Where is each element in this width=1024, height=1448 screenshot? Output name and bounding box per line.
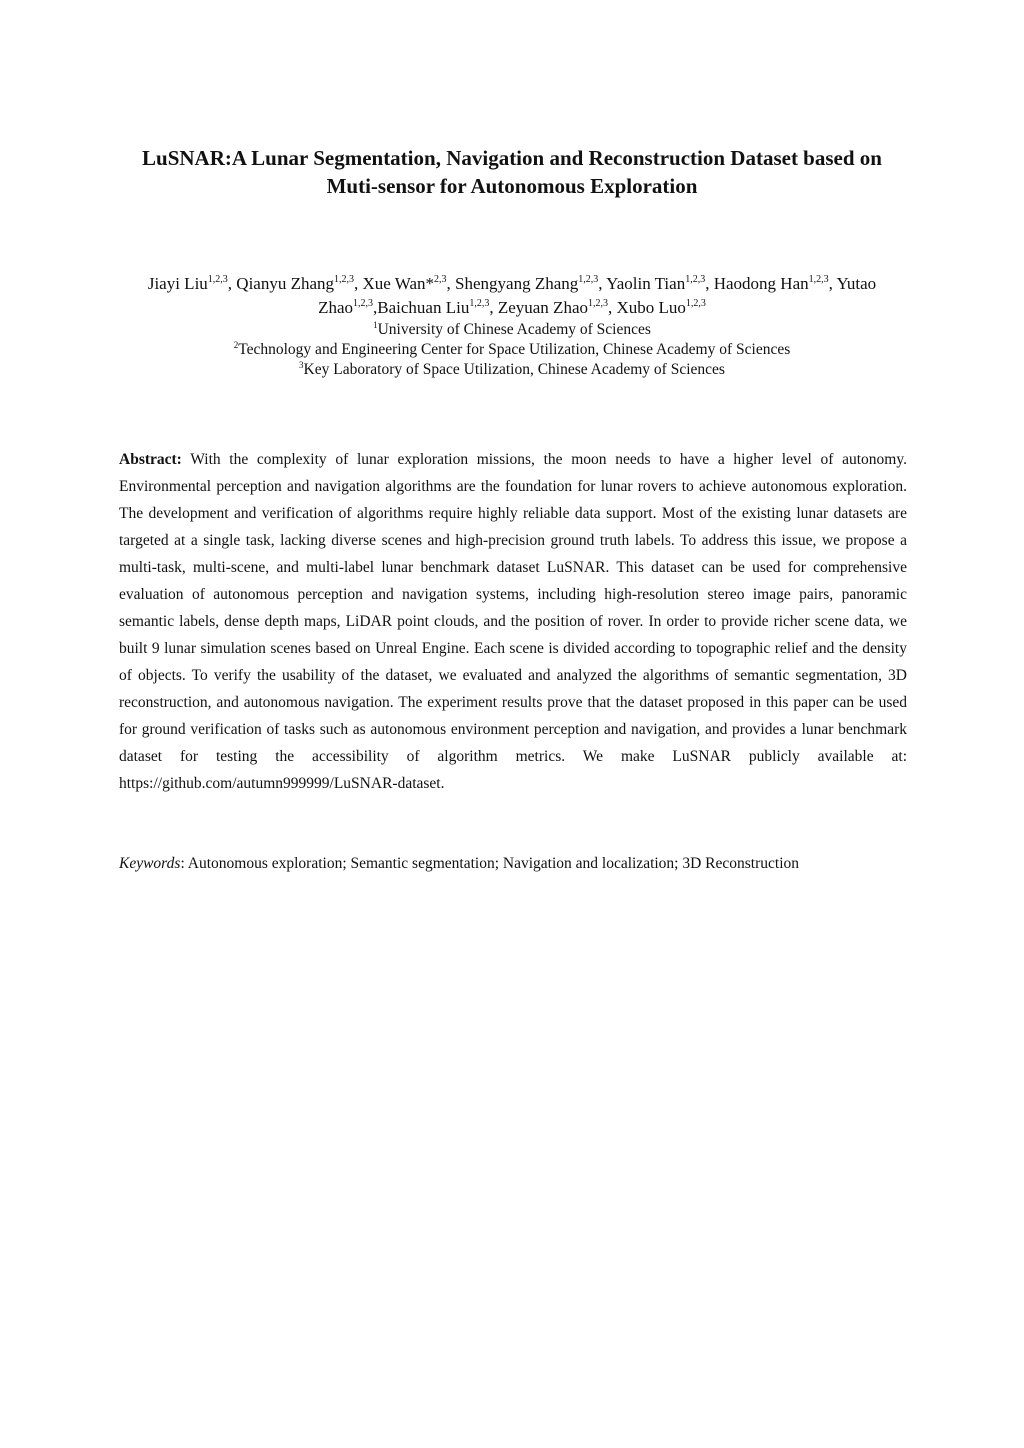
abstract-label: Abstract: [119,451,182,468]
affiliation-list [60,320,964,380]
author: Haodong Han$^{1,2,3}$, Yutao [713,274,877,293]
author: Xue Wan*$^{2,3}$, [362,274,456,293]
affiliation: $^2$Technology and Engineering Center for Space Utilization, Chinese Academy of Sciences [233,340,791,358]
paper-title [60,144,964,200]
title-line-2: Muti-sensor for Autonomous Exploration [326,174,698,198]
affiliation: $^3$Key Laboratory of Space Utilization, Chinese Academy of Sciences [299,360,725,378]
abstract-text: With the complexity of lunar exploration missions, the moon needs to have a higher level of autonomy. Environmental perception and navigation algorithms are the foundation for lunar rovers to achieve autonomous exploration. The development and verification of algorithms require highly reliable data support. Most of the existing lunar datasets are targeted at a single task, lacking diverse scenes and high-precision ground truth labels. To address this issue, we propose a multi-task, multi-scene, and multi-label lunar benchmark dataset LuSNAR. This dataset can be used for comprehensive evaluation of autonomous perception and navigation systems, including high-resolution stereo image pairs, panoramic semantic labels, dense depth maps, LiDAR point clouds, and the position of rover. In order to provide richer scene data, we built 9 lunar simulation scenes based on Unreal Engine. Each scene is divided according to topographic relief and the density of objects. To verify the usability of the dataset, we evaluated and analyzed the algorithms of semantic segmentation, 3D reconstruction, and autonomous navigation. The experiment results prove that the dataset proposed in this paper can be used for ground verification of tasks such as autonomous environment perception and navigation, and provides a lunar benchmark dataset for testing the accessibility of algorithm metrics. We make LuSNAR publicly available at: https://github.com/autumn999999/LuSNAR-dataset. [119,451,907,792]
author-line-1 [90,272,934,296]
keywords-label: Keywords [119,855,181,872]
abstract [119,446,907,797]
author: Shengyang Zhang$^{1,2,3}$, [455,274,607,293]
author: Zeyuan Zhao$^{1,2,3}$, [497,298,617,317]
keywords-text: : Autonomous exploration; Semantic segmentation; Navigation and localization; 3D Reconstruction [180,855,800,872]
affiliation: $^1$University of Chinese Academy of Sciences [373,320,651,338]
author: Zhao$^{1,2,3}$, [318,298,378,317]
keywords [119,850,919,877]
author: Baichuan Liu$^{1,2,3}$, [377,298,498,317]
author: Qianyu Zhang$^{1,2,3}$, [236,274,363,293]
author-line-2 [90,296,934,320]
author: Jiayi Liu$^{1,2,3}$, [147,274,237,293]
title-line-1: LuSNAR:A Lunar Segmentation, Navigation and Reconstruction Dataset based on [142,146,882,170]
author: Xubo Luo$^{1,2,3}$ [616,298,706,317]
author: Yaolin Tian$^{1,2,3}$, [606,274,714,293]
author-list [90,272,934,320]
